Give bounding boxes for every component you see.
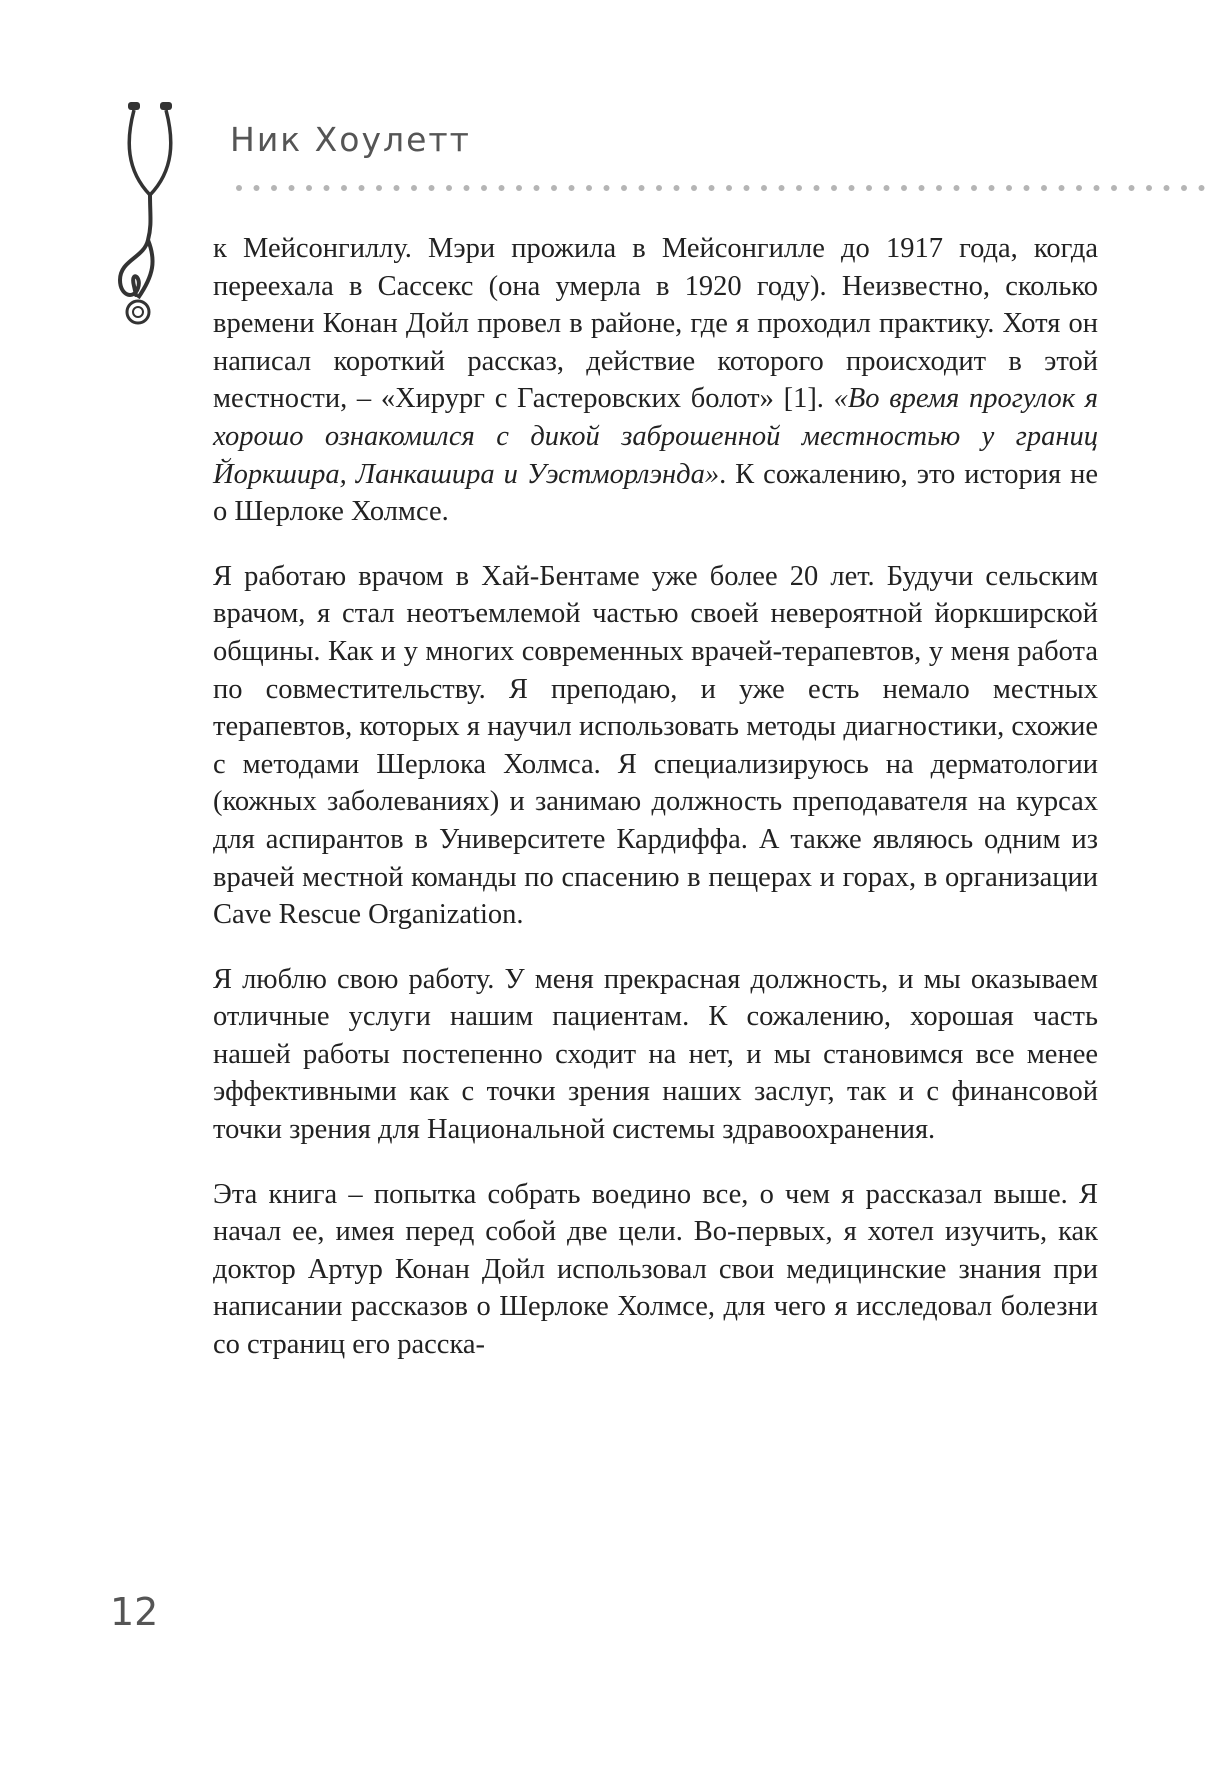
stethoscope-icon xyxy=(100,100,200,330)
paragraph-2: Я работаю врачом в Хай-Бентаме уже более 20 лет. Будучи сельским врачом, я стал неотъемлемой частью своей невероятной йоркширской общины. Как и у многих современных врачей-терапевтов, у меня работа по совместительству. Я преподаю, и уже есть немало местных терапевтов, которых я научил использовать методы диагностики, схожие с методами Шерлока Холмса. Я специализируюсь на дерматологии (кожных заболеваниях) и занимаю должность преподавателя на курсах для аспирантов в Университете Кардиффа. А также являюсь одним из врачей местной команды по спасению в пещерах и горах, в организации Cave Rescue Organization. xyxy=(213,560,1098,931)
running-header-author: Ник Хоулетт xyxy=(230,120,471,159)
paragraph-1-text-b: . К сожалению, это история не о Шерлоке Холмсе. xyxy=(213,458,1098,528)
paragraph-3: Я люблю свою работу. У меня прекрасная должность, и мы оказываем отличные услуги нашим пациентам. К сожалению, хорошая часть нашей работы постепенно сходит на нет, и мы становимся все менее эффективными как с точки зрения наших заслуг, так и с финансовой точки зрения для Национальной системы здравоохранения. xyxy=(213,963,1098,1146)
body-text xyxy=(213,230,1098,1391)
page-number: 12 xyxy=(110,1590,159,1634)
paragraph-1-text-a: к Мейсонгиллу. Мэри прожила в Мейсонгилле до 1917 года, когда переехала в Сассекс (она умерла в 1920 году). Неизвестно, сколько времени Конан Дойл провел в районе, где я проходил практику. Хотя он написал короткий рассказ, действие которого происходит в этой местности, – «Хирург с Гастеровских болот» [1]. xyxy=(213,233,1098,415)
paragraph-1-quote: «Во время прогулок я хорошо ознакомился с дикой заброшенной местностью у границ Йоркшира, Ланкашира и Уэстморлэнда» xyxy=(213,383,1099,490)
header-dotted-divider xyxy=(235,183,1216,193)
paragraph-4: Эта книга – попытка собрать воедино все, о чем я рассказал выше. Я начал ее, имея перед собой две цели. Во-первых, я хотел изучить, как доктор Артур Конан Дойл использовал свои медицинские знания при написании рассказов о Шерлоке Холмсе, для чего я исследовал болезни со страниц его расска- xyxy=(213,1178,1098,1361)
paragraph-1 xyxy=(213,230,1098,531)
